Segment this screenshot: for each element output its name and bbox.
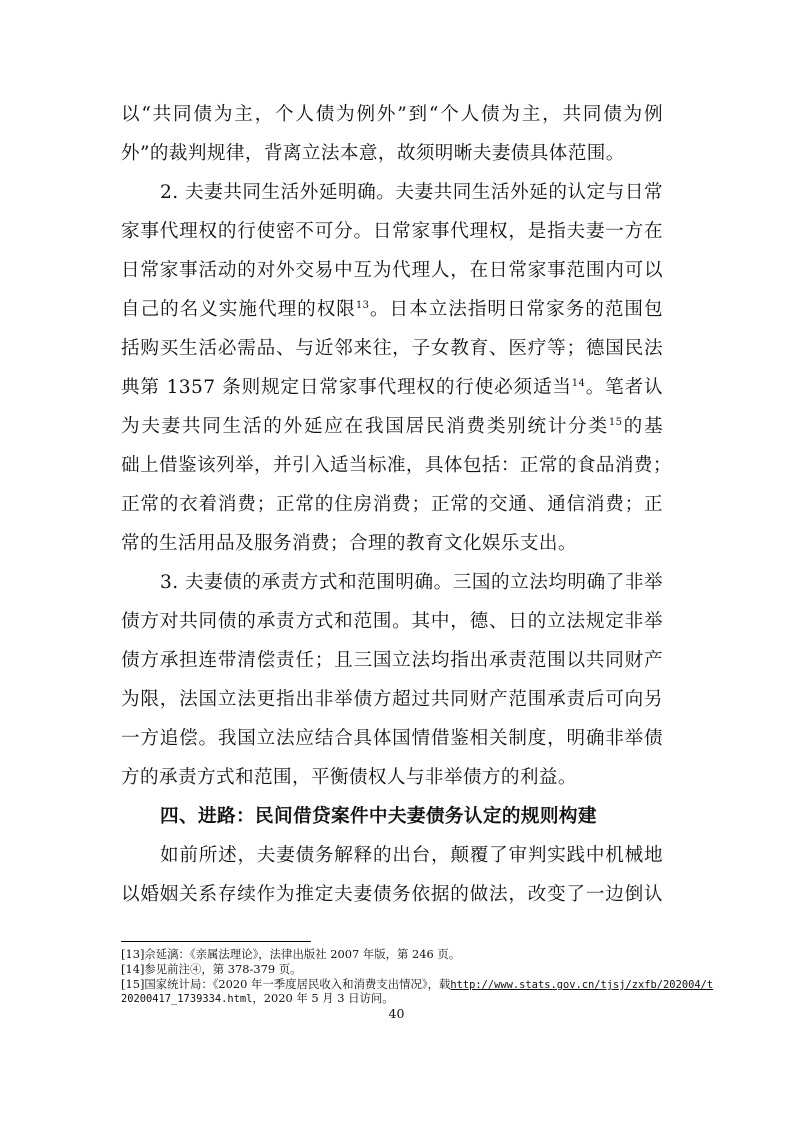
paragraph-line: 债方对共同债的承责方式和范围。其中，德、日的立法规定非举	[121, 611, 663, 632]
paragraph-line: 础上借鉴该列举，并引入适当标准，具体包括：正常的食品消费；	[121, 455, 672, 476]
paragraph-line: 日常家事活动的对外交易中互为代理人，在日常家事范围内可以	[121, 260, 663, 281]
paragraph-line: 以“共同债为主，个人债为例外”到“个人债为主，共同债为例	[121, 104, 663, 125]
paragraph-line: 家事代理权的行使密不可分。日常家事代理权，是指夫妻一方在	[121, 221, 663, 242]
footnote-14: [14]参见前注④，第 378-379 页。	[121, 962, 302, 976]
paragraph-line: 3. 夫妻债的承责方式和范围明确。三国的立法均明确了非举	[160, 572, 663, 593]
paragraph-line: 以婚姻关系存续作为推定夫妻债务依据的做法，改变了一边倒认	[121, 884, 663, 905]
footnote-ref-15[interactable]: 15	[608, 417, 623, 428]
text-segment: 。日本立法指明日常家务的范围包	[369, 299, 663, 320]
footnote-13: [13]佘延漓：《亲属法理论》，法律出版社 2007 年版，第 246 页。	[121, 947, 461, 961]
text-segment: 。笔者认	[585, 377, 663, 398]
paragraph-line: 括购买生活必需品、与近邻来往，子女教育、医疗等；德国民法	[121, 338, 663, 359]
paragraph-line	[121, 376, 663, 400]
footnote-link[interactable]: http://www.stats.gov.cn/tjsj/zxfb/202004/t	[450, 979, 714, 991]
text-segment: 自己的名义实施代理的权限	[121, 299, 356, 320]
footnote-divider	[121, 941, 311, 942]
paragraph-line: 外”的裁判规律，背离立法本意，故须明晰夫妻债具体范围。	[121, 143, 625, 164]
paragraph-line: 常的生活用品及服务消费；合理的教育文化娱乐支出。	[121, 533, 577, 554]
footnote-15-continued	[121, 991, 681, 1007]
paragraph-line: 如前所述，夫妻债务解释的出台，颠覆了审判实践中机械地	[160, 845, 663, 866]
text-segment: 的基	[622, 416, 663, 437]
page-number: 40	[388, 1006, 405, 1021]
footnote-ref-13[interactable]: 13	[355, 300, 370, 311]
text-segment: 为夫妻共同生活的外延应在我国居民消费类别统计分类	[121, 416, 609, 437]
paragraph-line	[121, 415, 663, 439]
text-segment: 典第 1357 条则规定日常家事代理权的行使必须适当	[121, 377, 572, 398]
paragraph-line	[121, 298, 663, 322]
paragraph-line: 一方追偿。我国立法应结合具体国情借鉴相关制度，明确非举债	[121, 728, 663, 749]
paragraph-line: 正常的衣着消费；正常的住房消费；正常的交通、通信消费；正	[121, 494, 663, 515]
footnote-ref-14[interactable]: 14	[571, 378, 586, 389]
paragraph-line: 为限，法国立法更指出非举债方超过共同财产范围承责后可向另	[121, 689, 663, 710]
footnote-text: ，2020 年 5 月 3 日访问。	[252, 991, 394, 1005]
section-heading: 四、进路：民间借贷案件中夫妻债务认定的规则构建	[160, 806, 597, 827]
paragraph-line: 债方承担连带清偿责任；且三国立法均指出承责范围以共同财产	[121, 650, 663, 671]
footnote-text: [15]国家统计局：《2020 年一季度居民收入和消费支出情况》，载	[121, 977, 451, 991]
paragraph-line: 2. 夫妻共同生活外延明确。夫妻共同生活外延的认定与日常	[160, 182, 663, 203]
paragraph-line: 方的承责方式和范围，平衡债权人与非举债方的利益。	[121, 767, 577, 788]
footnote-link-continued: 20200417_1739334.html	[121, 993, 253, 1005]
